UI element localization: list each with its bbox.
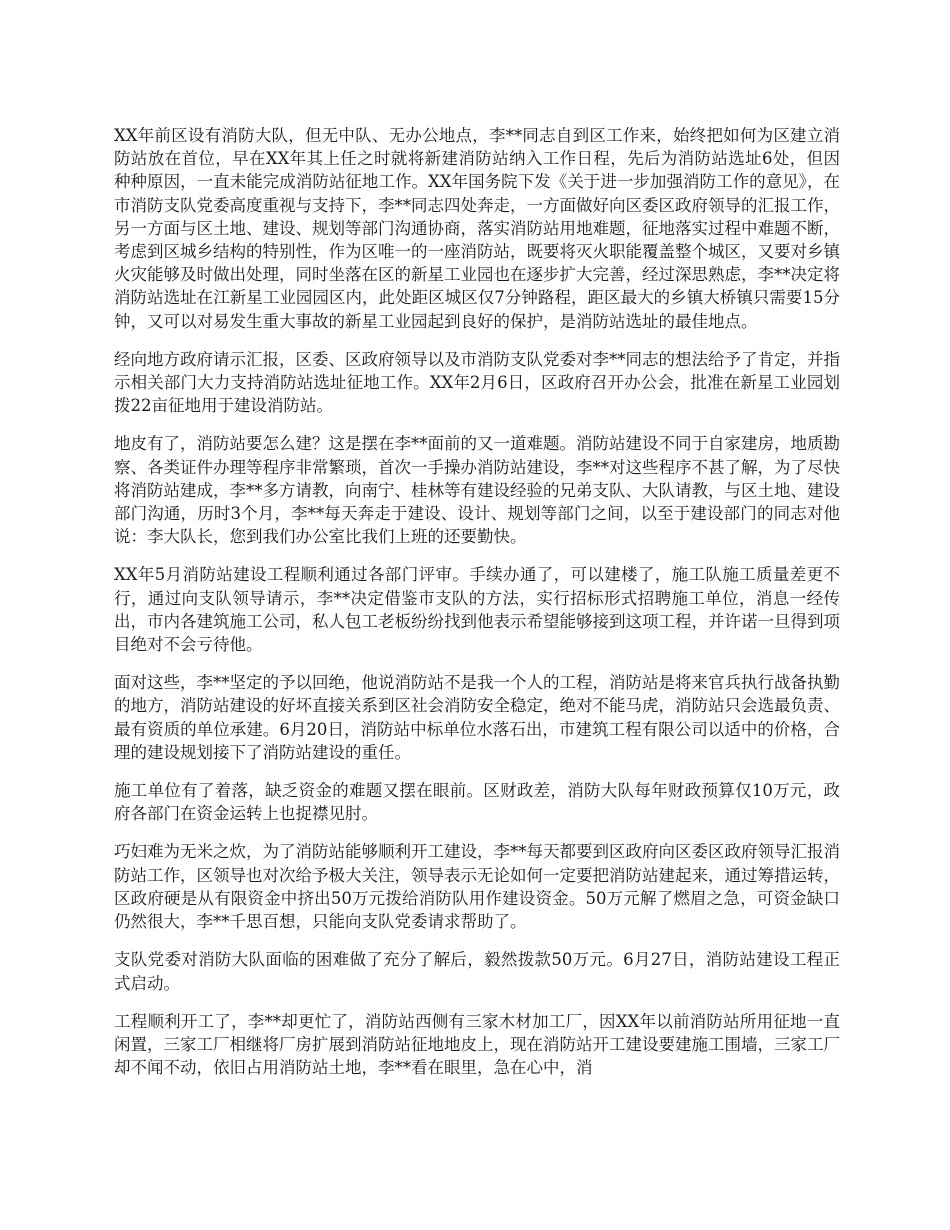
paragraph-8: 支队党委对消防大队面临的困难做了充分了解后，毅然拨款50万元。6月27日，消防站建设工程正式启动。 [114, 950, 840, 993]
paragraph-6: 施工单位有了着落，缺乏资金的难题又摆在眼前。区财政差，消防大队每年财政预算仅10万元，政府各部门在资金运转上也捉襟见肘。 [114, 781, 840, 824]
paragraph-1: XX年前区设有消防大队，但无中队、无办公地点，李**同志自到区工作来，始终把如何为区建立消防站放在首位，早在XX年其上任之时就将新建消防站纳入工作日程，先后为消防站选址6处，但因种种原因，一直未能完成消防站征地工作。XX年国务院下发《关于进一步加强消防工作的意见》，在市消防支队党委高度重视与支持下，李**同志四处奔走，一方面做好向区委区政府领导的汇报工作，另一方面与区土地、建设、规划等部门沟通协商，落实消防站用地难题，征地落实过程中难题不断，考虑到区城乡结构的特别性，作为区唯一的一座消防站，既要将灭火职能覆盖整个城区，又要对乡镇火灾能够及时做出处理，同时坐落在区的新星工业园也在逐步扩大完善，经过深思熟虑，李**决定将消防站选址在江新星工业园园区内，此处距区城区仅7分钟路程，距区最大的乡镇大桥镇只需要15分钟，又可以对易发生重大事故的新星工业园起到良好的保护，是消防站选址的最佳地点。 [114, 126, 840, 331]
paragraph-5: 面对这些，李**坚定的予以回绝，他说消防站不是我一个人的工程，消防站是将来官兵执行战备执勤的地方，消防站建设的好坏直接关系到区社会消防安全稳定，绝对不能马虎，消防站只会选最负责、最有资质的单位承建。6月20日，消防站中标单位水落石出，市建筑工程有限公司以适中的价格，合理的建设规划接下了消防站建设的重任。 [114, 673, 840, 762]
paragraph-3: 地皮有了，消防站要怎么建？这是摆在李**面前的又一道难题。消防站建设不同于自家建房，地质勘察、各类证件办理等程序非常繁琐，首次一手操办消防站建设，李**对这些程序不甚了解，为了尽快将消防站建成，李**多方请教，向南宁、桂林等有建设经验的兄弟支队、大队请教，与区土地、建设部门沟通，历时3个月，李**每天奔走于建设、设计、规划等部门之间，以至于建设部门的同志对他说：李大队长，您到我们办公室比我们上班的还要勤快。 [114, 434, 840, 547]
paragraph-4: XX年5月消防站建设工程顺利通过各部门评审。手续办通了，可以建楼了，施工队施工质量差更不行，通过向支队领导请示，李**决定借鉴市支队的方法，实行招标形式招聘施工单位，消息一经传出，市内各建筑施工公司，私人包工老板纷纷找到他表示希望能够接到这项工程，并许诺一旦得到项目绝对不会亏待他。 [114, 565, 840, 655]
document-body [114, 124, 840, 1094]
paragraph-9: 工程顺利开工了，李**却更忙了，消防站西侧有三家木材加工厂，因XX年以前消防站所用征地一直闲置，三家工厂相继将厂房扩展到消防站征地地皮上，现在消防站开工建设要建施工围墙，三家工厂却不闻不动，依旧占用消防站土地，李**看在眼里，急在心中，消 [114, 1011, 840, 1078]
paragraph-2: 经向地方政府请示汇报，区委、区政府领导以及市消防支队党委对李**同志的想法给予了肯定，并指示相关部门大力支持消防站选址征地工作。XX年2月6日，区政府召开办公会，批准在新星工业园划拨22亩征地用于建设消防站。 [114, 349, 840, 416]
paragraph-7: 巧妇难为无米之炊，为了消防站能够顺利开工建设，李**每天都要到区政府向区委区政府领导汇报消防站工作，区领导也对次给予极大关注，领导表示无论如何一定要把消防站建起来，通过筹措运转，区政府硬是从有限资金中挤出50万元拨给消防队用作建设资金。50万元解了燃眉之急，可资金缺口仍然很大，李**千思百想，只能向支队党委请求帮助了。 [114, 842, 840, 932]
